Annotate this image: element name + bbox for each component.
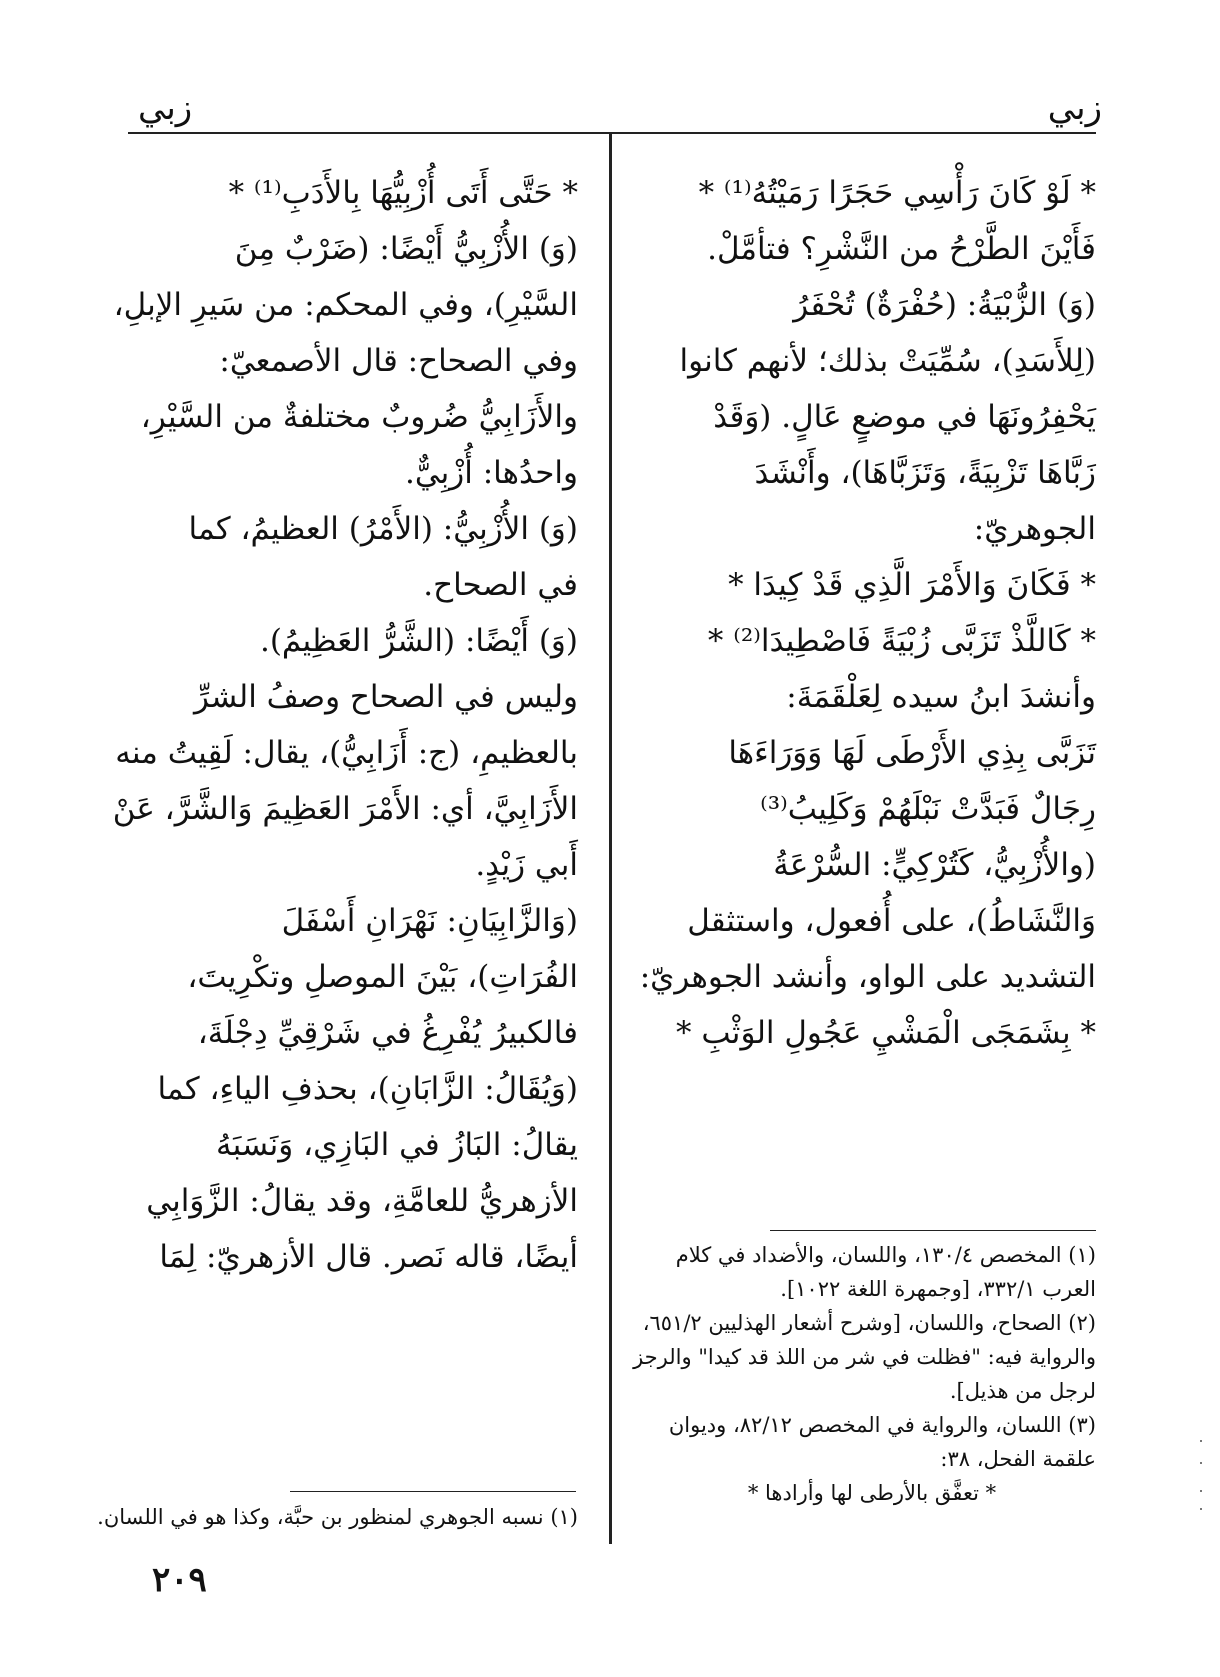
text-line: بالعظيمِ، (ج: أَزَابِيُّ)، يقال: لَقِيتُ منه [115, 735, 578, 771]
text-line: الجوهريّ: [973, 511, 1096, 547]
column-divider [609, 134, 612, 1544]
text-line: والأَزَابِيُّ ضُروبٌ مختلفةٌ من السَّيْرِ، [140, 399, 578, 435]
text-line: أَبي زَيْدٍ. [475, 847, 578, 883]
text-line: (وَالزَّابِيَانِ: نَهْرَانِ أَسْفَلَ [281, 903, 578, 939]
text-line: (وَ) الأُزْبِيُّ أَيْضًا: (ضَرْبٌ مِنَ [234, 231, 578, 267]
scan-speck [1200, 1440, 1202, 1442]
text-line: وليس في الصحاح وصفُ الشرِّ [194, 679, 578, 715]
footnotes-left [97, 1500, 578, 1534]
footnote-line: والرواية فيه: "فظلت في شر من اللذ قد كيدا" والرجز [633, 1345, 1096, 1369]
text-line: * لَوْ كَانَ رَأْسِي حَجَرًا رَمَيْتُهُ⁽¹⁾ * [698, 175, 1096, 211]
text-line: الأَزَابِيَّ، أي: الأَمْرَ العَظِيمَ وَالشَّرَّ، عَنْ [112, 791, 578, 827]
text-line: (وَ) الأُزْبِيُّ: (الأَمْرُ) العظيمُ، كما [188, 511, 578, 547]
text-line: الأزهريُّ للعامَّةِ، وقد يقالُ: الزَّوَابِي [146, 1183, 578, 1219]
footnote-line: (٢) الصحاح، واللسان، [وشرح أشعار الهذليين ٦٥١/٢، [642, 1311, 1096, 1335]
text-line: يقالُ: البَازُ في البَازِي، وَنَسَبَهُ [216, 1127, 578, 1163]
text-line: الفُرَاتِ)، بَيْنَ الموصلِ وتكْرِيتَ، [187, 959, 578, 995]
scan-speck [1200, 1462, 1202, 1464]
text-line: * كَاللَّذْ تَزَبَّى زُبْيَةً فَاصْطِيدَا⁽²⁾ * [707, 623, 1096, 659]
footnote-line: (١) المخصص ١٣٠/٤، واللسان، والأضداد في كلام [675, 1243, 1096, 1267]
text-line: يَحْفِرُونَهَا في موضعٍ عَالٍ. (وَقَدْ [713, 399, 1096, 435]
text-line: وَالنَّشَاطُ)، على أُفعول، واستثقل [687, 903, 1096, 939]
footnote-line: العرب ٣٣٢/١، [وجمهرة اللغة ١٠٢٢]. [780, 1277, 1096, 1301]
footnote-rule-right [770, 1230, 1096, 1231]
text-line: (والأُزْبِيُّ، كَتُرْكِيٍّ: السُّرْعَةُ [773, 847, 1096, 883]
text-line: التشديد على الواو، وأنشد الجوهريّ: [639, 959, 1096, 995]
footnote-line: * تعفَّق بالأرطى لها وأرادها * [747, 1481, 997, 1505]
footnote-line: (١) نسبه الجوهري لمنظور بن حبَّة، وكذا هو في اللسان. [97, 1505, 578, 1529]
footnote-rule-left [290, 1491, 576, 1492]
text-line: (لِلأَسَدِ)، سُمِّيَتْ بذلك؛ لأنهم كانوا [679, 343, 1096, 379]
text-line: (وَ) أَيْضًا: (الشَّرُّ العَظِيمُ). [259, 623, 578, 659]
text-line: السَّيْرِ)، وفي المحكم: من سَيرِ الإبلِ، [113, 287, 578, 323]
text-line: تَزَبَّى بِذِي الأَرْطَى لَهَا وَوَرَاءَهَا [728, 735, 1096, 771]
text-line: فالكبيرُ يُفْرِغُ في شَرْقِيِّ دِجْلَةَ، [197, 1015, 578, 1051]
header-rule [128, 132, 1096, 134]
running-head-right: زبي [1047, 88, 1102, 128]
text-line: رِجَالٌ فَبَدَّتْ نَبْلَهُمْ وَكَلِيبُ⁽³⁾ [760, 791, 1096, 827]
text-line: * حَتَّى أَتَى أُزْبِيُّهَا بِالأَدَبِ⁽¹⁾ * [228, 175, 578, 211]
text-line: (وَيُقَالُ: الزَّابَانِ)، بحذفِ الياءِ، كما [157, 1071, 578, 1107]
left-column [112, 165, 578, 1285]
footnote-line: لرجل من هذيل]. [949, 1379, 1096, 1403]
scan-speck [1200, 1508, 1202, 1510]
text-line: في الصحاح. [423, 567, 578, 603]
text-line: فَأَيْنَ الطَّرْحُ من النَّشْرِ؟ فتأمَّلْ. [707, 231, 1096, 267]
running-head-left: زبي [138, 88, 193, 128]
text-line: وفي الصحاح: قال الأصمعيّ: [219, 343, 578, 379]
footnote-line: علقمة الفحل، ٣٨: [940, 1447, 1096, 1471]
text-line: زَبَّاهَا تَزْبِيَةً، وَتَزَبَّاهَا)، وأَنْشَدَ [754, 455, 1096, 491]
page-number: ٢٠٩ [152, 1560, 207, 1600]
text-line: واحدُها: أُزْبِيٌّ. [404, 455, 578, 491]
right-column [639, 165, 1096, 1061]
scan-speck [1200, 1490, 1202, 1492]
text-line: أيضًا، قاله نَصر. قال الأزهريّ: لِمَا [159, 1239, 578, 1275]
footnote-line: (٣) اللسان، والرواية في المخصص ٨٢/١٢، وديوان [668, 1413, 1096, 1437]
text-line: (وَ) الزُّبْيَةُ: (حُفْرَةٌ) تُحْفَرُ [793, 287, 1096, 323]
text-line: وأنشدَ ابنُ سيده لِعَلْقَمَةَ: [786, 679, 1096, 715]
text-line: * بِشَمَجَى الْمَشْيِ عَجُولِ الوَثْبِ * [676, 1015, 1096, 1051]
footnotes-right [633, 1238, 1096, 1510]
text-line: * فَكَانَ وَالأَمْرَ الَّذِي قَدْ كِيدَا * [728, 567, 1096, 603]
